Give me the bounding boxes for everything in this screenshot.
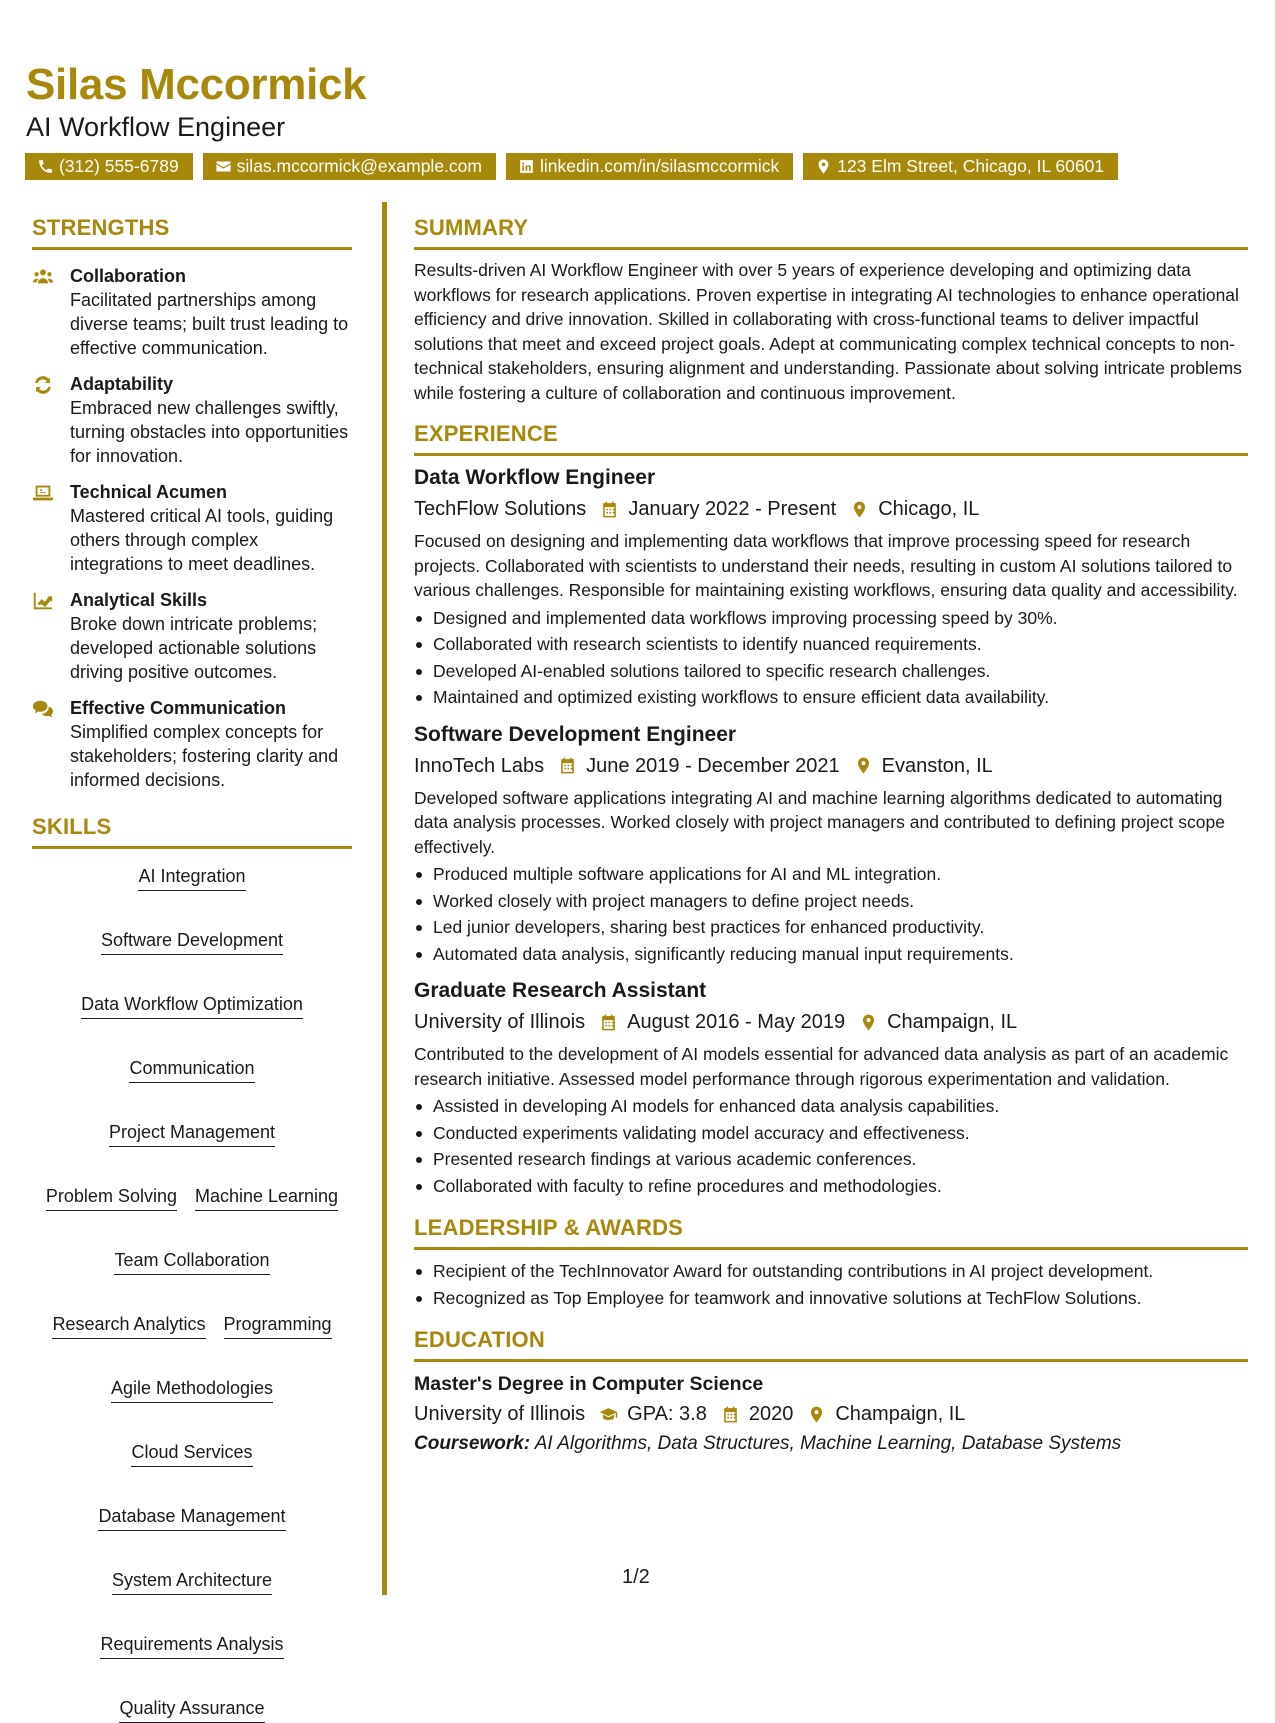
skill-tag: Problem Solving [46,1185,177,1211]
linkedin-icon [518,158,535,175]
list-item: Conducted experiments validating model accuracy and effectiveness. [414,1120,1248,1147]
degree-title: Master's Degree in Computer Science [414,1373,764,1395]
strength-desc: Mastered critical AI tools, guiding others through complex integrations to meet deadlines. [70,506,334,574]
list-item: Led junior developers, sharing best practices for enhanced productivity. [414,914,1248,941]
map-pin-icon [815,158,832,175]
skill-tag: Agile Methodologies [111,1377,273,1403]
right-column [414,215,1248,1458]
strength-title: Collaboration [70,266,186,286]
strength-desc: Embraced new challenges swiftly, turning obstacles into opportunities for innovation. [70,398,349,466]
job-bullets [414,605,1248,711]
job-description: Contributed to the development of AI models essential for advanced data analysis as part of an academic research initiative. Assessed model performance through rigorous experimentation and validation. [414,1044,1229,1089]
job-meta [414,752,1248,780]
list-item: Collaborated with faculty to refine procedures and methodologies. [414,1173,1248,1200]
contact-phone-text: (312) 555-6789 [59,156,179,176]
summary-text: Results-driven AI Workflow Engineer with over 5 years of experience developing and optimizing data workflows for research applications. Proven expertise in integrating AI technologies to enhance operational efficiency and drive innovation. Skilled in collaborating with cross-functional teams to deliver impactful solutions that meet and exceed project goals. Adept at communicating complex technical concepts to non-technical stakeholders, ensuring alignment and understanding. Passionate about solving intricate problems while fostering a culture of collaboration and continuous improvement. [414,260,1242,403]
list-item: Automated data analysis, significantly reducing manual input requirements. [414,941,1248,968]
coursework-label: Coursework: [414,1433,531,1454]
skills-heading: SKILLS [32,814,352,849]
skill-tag: Software Development [101,929,283,955]
strength-title: Analytical Skills [70,590,208,610]
job-meta [414,495,1248,523]
skill-tag: Programming [224,1313,332,1339]
job-description: Developed software applications integrating AI and machine learning algorithms dedicated to automating data analysis processes. Worked closely with project managers and contributed to defining project scope effectively. [414,787,1225,857]
job-entry [414,721,1248,968]
leadership-heading: LEADERSHIP & AWARDS [414,1215,1248,1250]
skill-tag: Quality Assurance [119,1697,264,1723]
job-entry [414,977,1248,1199]
contact-bar [25,153,1118,180]
strength-item [32,588,352,684]
list-item: Worked closely with project managers to define project needs. [414,888,1248,915]
map-pin-icon [850,500,869,519]
strength-item [32,480,352,576]
skill-tag: Communication [129,1057,254,1083]
contact-address-text: 123 Elm Street, Chicago, IL 60601 [837,156,1105,176]
contact-email[interactable] [203,153,496,180]
contact-email-text: silas.mccormick@example.com [236,156,482,176]
strength-title: Adaptability [70,374,174,394]
job-dates: June 2019 - December 2021 [586,754,840,777]
skill-tag: AI Integration [138,865,245,891]
education-school: University of Illinois [414,1403,586,1425]
list-item: Produced multiple software applications for AI and ML integration. [414,861,1248,888]
job-bullets [414,861,1248,967]
coursework [414,1430,1248,1458]
job-title: Software Development Engineer [414,722,737,746]
strength-title: Effective Communication [70,698,287,718]
envelope-icon [215,158,232,175]
phone-icon [37,158,54,175]
skill-tag: System Architecture [112,1569,272,1595]
job-company: TechFlow Solutions [414,498,587,520]
skill-tag: Database Management [98,1505,285,1531]
job-company: InnoTech Labs [414,754,545,777]
list-item: Recipient of the TechInnovator Award for outstanding contributions in AI project development. [414,1258,1248,1285]
skill-tag: Research Analytics [52,1313,205,1339]
skills-list [32,865,352,1723]
list-item: Developed AI-enabled solutions tailored to specific research challenges. [414,658,1248,685]
skill-tag: Data Workflow Optimization [81,993,303,1019]
job-location: Chicago, IL [878,498,980,520]
skill-tag: Requirements Analysis [100,1633,283,1659]
experience-heading: EXPERIENCE [414,421,1248,456]
strength-desc: Simplified complex concepts for stakeholders; fostering clarity and informed decisions. [70,722,339,790]
list-item: Recognized as Top Employee for teamwork and innovative solutions at TechFlow Solutions. [414,1285,1248,1312]
job-title: Data Workflow Engineer [414,466,656,489]
list-item: Maintained and optimized existing workflows to ensure efficient data availability. [414,684,1248,711]
calendar-icon [599,1013,618,1032]
education-heading: EDUCATION [414,1327,1248,1362]
coursework-list: AI Algorithms, Data Structures, Machine Learning, Database Systems [534,1433,1122,1454]
strength-item [32,372,352,468]
list-item: Collaborated with research scientists to identify nuanced requirements. [414,631,1248,658]
list-item: Presented research findings at various academic conferences. [414,1146,1248,1173]
summary-heading: SUMMARY [414,215,1248,250]
users-icon [32,266,54,288]
calendar-icon [600,500,619,519]
job-title: Graduate Research Assistant [414,979,707,1002]
left-column [32,215,352,1723]
job-entry [414,464,1248,711]
skill-tag: Machine Learning [195,1185,338,1211]
strength-item [32,264,352,360]
laptop-icon [32,482,54,504]
job-company: University of Illinois [414,1011,586,1033]
job-bullets [414,1093,1248,1199]
education-entry [414,1370,1248,1458]
candidate-name: Silas Mccormick [26,60,367,109]
skill-tag: Team Collaboration [114,1249,269,1275]
education-gpa: GPA: 3.8 [627,1403,707,1425]
strength-desc: Broke down intricate problems; developed actionable solutions driving positive outcomes. [70,614,318,682]
skill-tag: Cloud Services [131,1441,252,1467]
job-location: Champaign, IL [887,1011,1018,1033]
comments-icon [32,698,54,720]
chart-line-icon [32,590,54,612]
sync-icon [32,374,54,396]
contact-linkedin-text: linkedin.com/in/silasmccormick [539,156,780,176]
contact-address [803,153,1118,180]
education-year: 2020 [748,1403,794,1425]
leadership-list [414,1258,1248,1311]
job-meta [414,1008,1248,1036]
map-pin-icon [854,756,873,775]
job-dates: August 2016 - May 2019 [627,1011,846,1033]
strengths-heading: STRENGTHS [32,215,352,250]
list-item: Assisted in developing AI models for enhanced data analysis capabilities. [414,1093,1248,1120]
education-location: Champaign, IL [835,1403,966,1425]
skill-tag: Project Management [109,1121,275,1147]
list-item: Designed and implemented data workflows improving processing speed by 30%. [414,605,1248,632]
map-pin-icon [807,1405,826,1424]
job-location: Evanston, IL [881,754,993,777]
graduation-cap-icon [599,1405,618,1424]
strength-desc: Facilitated partnerships among diverse teams; built trust leading to effective communication. [70,290,349,358]
strength-item [32,696,352,792]
contact-linkedin[interactable] [506,153,793,180]
job-description: Focused on designing and implementing data workflows that improve processing speed for research projects. Collaborated with scientists to understand their needs, resulting in custom AI solutions tailored to various challenges. Responsible for maintaining existing workflows, ensuring data quality and accessibility. [414,531,1238,600]
job-dates: January 2022 - Present [628,498,837,520]
page-number: 1/2 [622,1566,650,1588]
calendar-icon [558,756,577,775]
contact-phone[interactable] [25,153,193,180]
candidate-role: AI Workflow Engineer [26,112,286,142]
education-meta [414,1400,1248,1428]
strength-title: Technical Acumen [70,482,228,502]
map-pin-icon [859,1013,878,1032]
calendar-icon [721,1405,740,1424]
column-divider [382,202,387,1595]
